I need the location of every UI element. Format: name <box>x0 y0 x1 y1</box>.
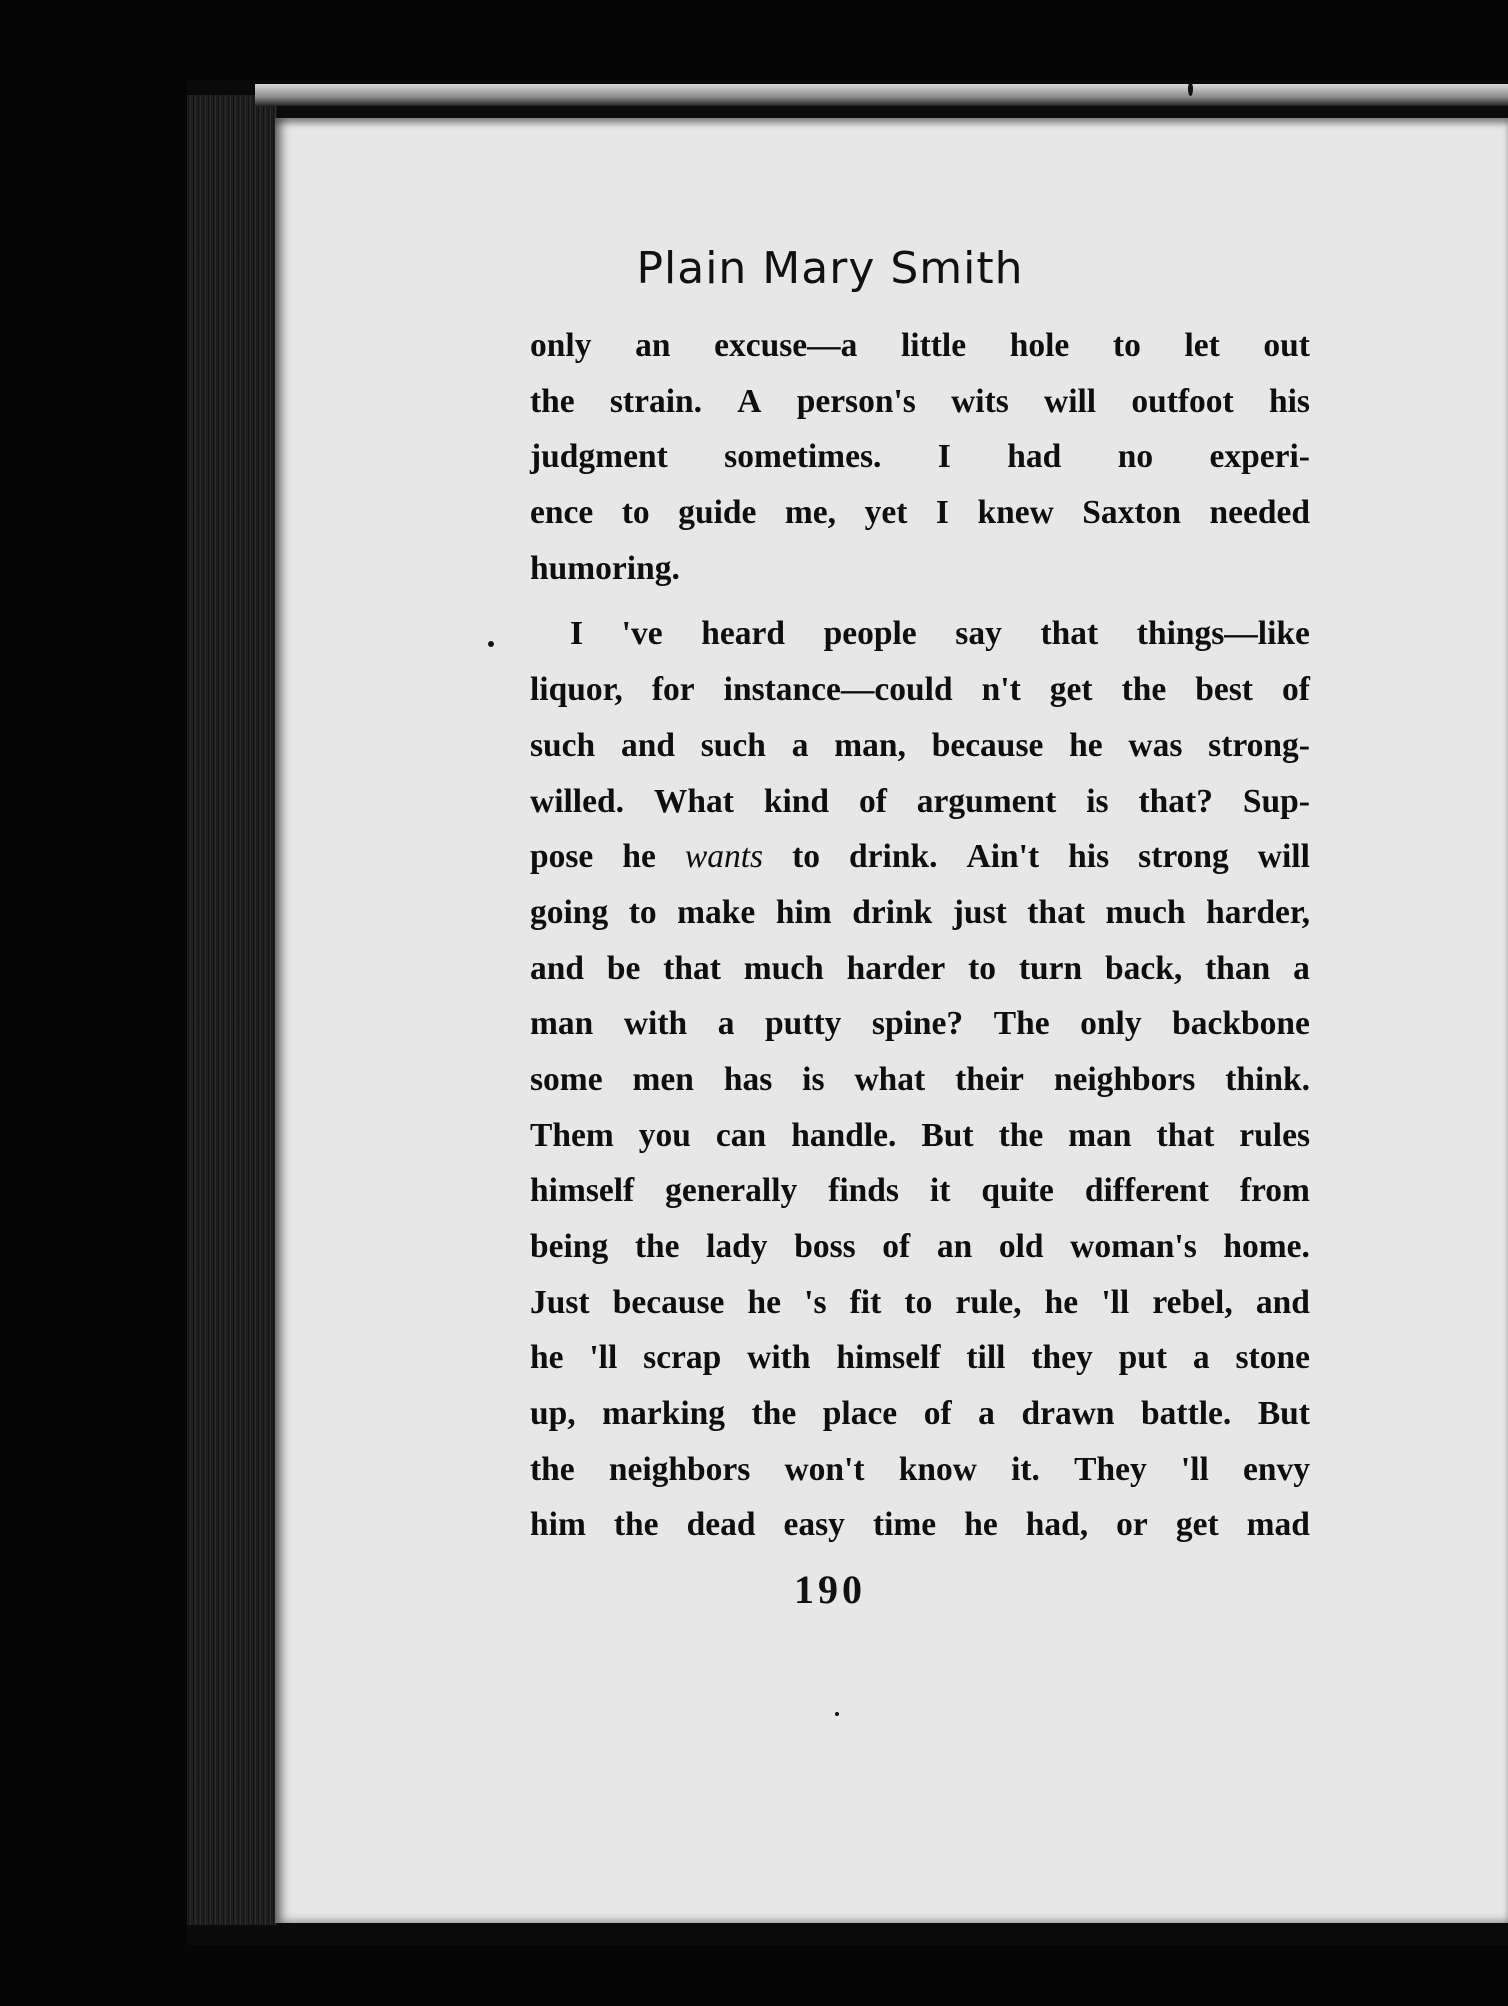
word: rebel, <box>1152 1283 1233 1321</box>
word: get <box>1049 671 1093 709</box>
word: fit <box>849 1283 882 1321</box>
word: with <box>747 1339 811 1377</box>
word: lady <box>706 1228 768 1265</box>
word: of <box>858 782 887 820</box>
word: a <box>717 1005 735 1043</box>
word: spine? <box>871 1005 964 1043</box>
word: I <box>935 494 949 532</box>
word: that <box>1040 615 1099 653</box>
word: Just <box>530 1283 590 1321</box>
word: drink. <box>849 838 938 876</box>
word: had, <box>1025 1506 1089 1544</box>
word: you <box>638 1116 691 1154</box>
word: strain. <box>609 382 703 420</box>
word: n't <box>981 671 1021 709</box>
word: knew <box>977 494 1054 532</box>
word: he <box>747 1283 782 1321</box>
word: willed. <box>530 782 624 820</box>
text-line <box>530 429 1310 485</box>
word: it. <box>1011 1450 1040 1488</box>
word: he <box>1044 1283 1079 1321</box>
text-line <box>530 829 1310 885</box>
word: experi- <box>1209 438 1310 476</box>
text-line <box>530 1163 1310 1219</box>
word: 'll <box>1180 1450 1209 1488</box>
book-page <box>275 118 1508 1923</box>
word: sometimes. <box>724 438 882 476</box>
word: his <box>1068 838 1110 876</box>
word: being <box>530 1228 609 1265</box>
word: man <box>1068 1116 1132 1154</box>
word: to <box>968 949 997 987</box>
word: he <box>1069 726 1103 764</box>
scan-speck <box>488 641 494 647</box>
scan-speck <box>1188 82 1193 96</box>
word: people <box>823 615 917 653</box>
word: Ain't <box>966 838 1040 876</box>
word: The <box>993 1005 1050 1043</box>
text-line <box>530 541 1310 597</box>
word: outfoot <box>1131 382 1234 420</box>
word: what <box>854 1060 926 1098</box>
text-line <box>530 1442 1310 1498</box>
word: he <box>964 1506 998 1544</box>
word: 'll <box>589 1339 618 1377</box>
word: is <box>1086 782 1109 820</box>
word: him <box>775 893 832 931</box>
word: putty <box>765 1005 842 1043</box>
word: man <box>530 1005 594 1043</box>
word: has <box>723 1060 773 1098</box>
word: mad <box>1246 1506 1310 1544</box>
word: will <box>1044 382 1097 420</box>
word: the <box>1121 671 1167 709</box>
word: himself <box>836 1339 941 1377</box>
word: and <box>530 949 585 987</box>
word: battle. <box>1141 1395 1232 1433</box>
page-number: 190 <box>794 1567 866 1612</box>
word: was <box>1128 726 1183 764</box>
word: liquor, <box>530 671 623 709</box>
word: argument <box>916 782 1057 820</box>
text-line <box>530 1052 1310 1108</box>
word: a <box>1192 1339 1210 1377</box>
word: to <box>904 1283 933 1321</box>
word: from <box>1239 1172 1310 1210</box>
word: that <box>1027 893 1085 931</box>
word: to <box>1112 327 1141 364</box>
word: can <box>715 1116 767 1154</box>
word: an <box>936 1228 973 1265</box>
word: But <box>921 1116 974 1154</box>
word: to <box>792 838 820 876</box>
word: their <box>955 1060 1024 1098</box>
word: I <box>937 438 951 476</box>
word: won't <box>784 1450 865 1488</box>
word: 's <box>804 1283 827 1321</box>
word: yet <box>864 494 908 532</box>
word: he <box>530 1339 564 1377</box>
text-line <box>530 1275 1310 1331</box>
word: man, <box>834 726 906 764</box>
word: the <box>530 1450 575 1488</box>
word: wants <box>684 838 764 876</box>
word: Saxton <box>1082 494 1181 532</box>
word: handle. <box>791 1116 897 1154</box>
word: place <box>822 1395 898 1433</box>
word: guide <box>678 494 757 532</box>
word: going <box>530 893 609 931</box>
word: judgment <box>530 438 668 476</box>
word: things—like <box>1136 615 1310 653</box>
word: the <box>998 1116 1044 1154</box>
word: neighbors <box>1053 1060 1196 1098</box>
word: hole <box>1009 327 1070 364</box>
word: let <box>1184 327 1220 364</box>
word: the <box>530 382 575 420</box>
word: than <box>1205 949 1271 987</box>
word: boss <box>794 1228 856 1265</box>
word: think. <box>1225 1060 1310 1098</box>
word: to <box>621 494 650 532</box>
word: person's <box>796 382 916 420</box>
word: ence <box>530 494 594 532</box>
paragraph-gap <box>530 596 1310 606</box>
word: excuse—a <box>714 327 858 364</box>
word: had <box>1007 438 1062 476</box>
word: know <box>898 1450 977 1488</box>
text-line <box>530 941 1310 997</box>
word: best <box>1195 671 1253 709</box>
text-line <box>530 1497 1310 1553</box>
word: till <box>966 1339 1006 1377</box>
word: generally <box>665 1172 798 1210</box>
word: 've <box>621 615 663 653</box>
word: or <box>1116 1506 1148 1544</box>
word: they <box>1031 1339 1093 1377</box>
word: needed <box>1209 494 1310 532</box>
word: woman's <box>1070 1228 1197 1265</box>
word: the <box>634 1228 680 1265</box>
word: with <box>623 1005 688 1043</box>
word: me, <box>784 494 837 532</box>
word: his <box>1268 382 1310 420</box>
text-line <box>530 662 1310 718</box>
scan-speck <box>835 1712 839 1716</box>
word: for <box>651 671 695 709</box>
word: that? <box>1138 782 1213 820</box>
word: instance—could <box>723 671 953 709</box>
word: because <box>931 726 1044 764</box>
text-line <box>530 885 1310 941</box>
word: the <box>613 1506 659 1544</box>
word: to <box>628 893 657 931</box>
text-line <box>530 485 1310 541</box>
word: up, <box>530 1395 576 1433</box>
word: drawn <box>1021 1395 1115 1433</box>
text-line <box>530 606 1310 662</box>
word: get <box>1175 1506 1219 1544</box>
word: of <box>1282 671 1310 709</box>
word: drink <box>852 893 933 931</box>
word: out <box>1263 327 1310 364</box>
text-line <box>530 1330 1310 1386</box>
word: no <box>1117 438 1154 476</box>
word: say <box>955 615 1002 653</box>
word: of <box>923 1395 952 1433</box>
word: strong- <box>1208 726 1310 764</box>
word: scrap <box>643 1339 722 1377</box>
word: strong <box>1138 838 1229 876</box>
word: a <box>1293 949 1310 987</box>
word: home. <box>1223 1228 1310 1265</box>
word: just <box>952 893 1007 931</box>
word: only <box>530 327 592 364</box>
word: the <box>751 1395 797 1433</box>
word: men <box>632 1060 694 1098</box>
word: some <box>530 1060 603 1098</box>
word: rules <box>1239 1116 1310 1154</box>
word: that <box>663 949 721 987</box>
word: finds <box>828 1172 899 1210</box>
word: will <box>1257 838 1310 876</box>
word: and <box>1255 1283 1310 1321</box>
word: What <box>653 782 734 820</box>
word: such <box>700 726 766 764</box>
word: rule, <box>955 1283 1022 1321</box>
body-text <box>530 318 1310 1553</box>
word: Them <box>530 1116 614 1154</box>
word: But <box>1257 1395 1310 1433</box>
word: wits <box>951 382 1009 420</box>
word: heard <box>701 615 785 653</box>
word: 'll <box>1101 1283 1130 1321</box>
word: harder <box>846 949 946 987</box>
word: make <box>677 893 756 931</box>
word: dead <box>686 1506 756 1544</box>
running-head: Plain Mary Smith <box>636 243 1024 294</box>
word: of <box>882 1228 911 1265</box>
word: back, <box>1105 949 1183 987</box>
word: and <box>620 726 675 764</box>
text-line <box>530 996 1310 1052</box>
word: neighbors <box>608 1450 751 1488</box>
word: I <box>570 615 584 653</box>
word: him <box>530 1506 586 1544</box>
word: put <box>1118 1339 1168 1377</box>
text-line <box>530 774 1310 830</box>
word: only <box>1080 1005 1142 1043</box>
word: it <box>929 1172 951 1210</box>
word: envy <box>1243 1450 1310 1488</box>
word: pose <box>530 838 594 876</box>
text-line <box>530 318 1310 374</box>
text-line <box>530 1219 1310 1275</box>
word: harder, <box>1206 893 1310 931</box>
word: such <box>530 726 596 764</box>
word: humoring. <box>530 549 680 587</box>
text-line <box>530 374 1310 430</box>
text-line <box>530 1108 1310 1164</box>
word: kind <box>763 782 830 820</box>
word: old <box>998 1228 1044 1265</box>
word: quite <box>981 1172 1054 1210</box>
word: stone <box>1235 1339 1310 1377</box>
word: that <box>1156 1116 1215 1154</box>
word: a <box>978 1395 995 1433</box>
page-stack-edges <box>187 95 277 1925</box>
word: he <box>622 838 656 876</box>
word: Sup- <box>1242 782 1310 820</box>
word: be <box>606 949 641 987</box>
word: easy <box>783 1506 845 1544</box>
word: an <box>635 327 671 364</box>
word: time <box>872 1506 937 1544</box>
word: different <box>1084 1172 1209 1210</box>
word: is <box>802 1060 825 1098</box>
text-line <box>530 1386 1310 1442</box>
word: a <box>791 726 809 764</box>
word: much <box>743 949 824 987</box>
word: A <box>737 382 762 420</box>
word: much <box>1105 893 1186 931</box>
word: because <box>612 1283 725 1321</box>
text-line <box>530 718 1310 774</box>
word: marking <box>602 1395 726 1433</box>
word: They <box>1074 1450 1147 1488</box>
page-top-edge <box>255 84 1508 106</box>
word: turn <box>1018 949 1083 987</box>
word: himself <box>530 1172 635 1210</box>
word: backbone <box>1172 1005 1310 1043</box>
word: little <box>901 327 967 364</box>
